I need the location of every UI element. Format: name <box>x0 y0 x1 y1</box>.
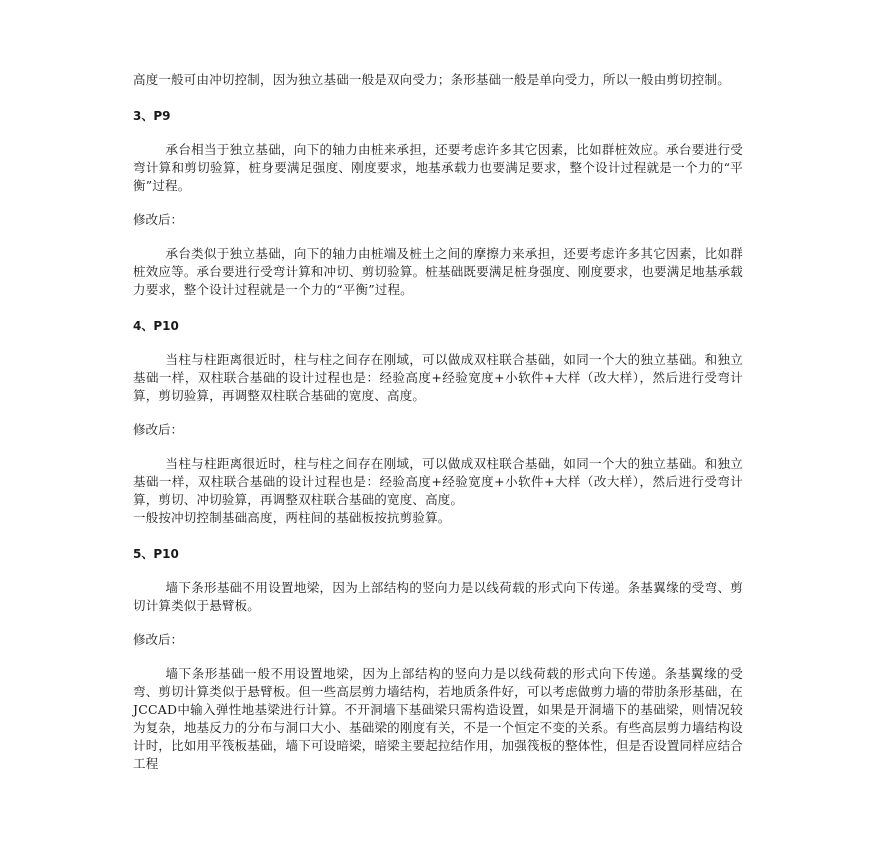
section-5-revised-label: 修改后： <box>133 632 184 647</box>
section-5-original: 墙下条形基础不用设置地梁，因为上部结构的竖向力是以线荷载的形式向下传递。条基翼缘的受弯、剪切计算类似于悬臂板。 <box>133 580 743 613</box>
section-3-original: 承台相当于独立基础，向下的轴力由桩来承担，还要考虑许多其它因素，比如群桩效应。承台要进行受弯计算和剪切验算，桩身要满足强度、刚度要求，地基承载力也要满足要求，整个设计过程就是一个力的“平衡”过程。 <box>133 142 743 193</box>
section-5-revised: 墙下条形基础一般不用设置地梁，因为上部结构的竖向力是以线荷载的形式向下传递。条基翼缘的受弯、剪切计算类似于悬臂板。但一些高层剪力墙结构，若地质条件好，可以考虑做剪力墙的带肋条形基础，在JCCAD中输入弹性地基梁进行计算。不开洞墙下基础梁只需构造设置，如果是开洞墙下的基础梁，则情况较为复杂，地基反力的分布与洞口大小、基础梁的刚度有关，不是一个恒定不变的关系。有些高层剪力墙结构设计时，比如用平筏板基础，墙下可设暗梁，暗梁主要起拉结作用，加强筏板的整体性，但是否设置同样应结合工程 <box>133 666 743 771</box>
section-4-revised-label: 修改后： <box>133 422 184 437</box>
section-heading-5: 5、P10 <box>133 547 179 561</box>
section-4-revised-extra: 一般按冲切控制基础高度，两柱间的基础板按抗剪验算。 <box>133 510 451 525</box>
document-body <box>133 71 743 773</box>
section-heading-3: 3、P9 <box>133 109 171 123</box>
section-heading-4: 4、P10 <box>133 319 179 333</box>
section-4-revised: 当柱与柱距离很近时，柱与柱之间存在刚域，可以做成双柱联合基础，如同一个大的独立基础。和独立基础一样，双柱联合基础的设计过程也是：经验高度+经验宽度+小软件+大样（改大样），然后进行受弯计算，剪切、冲切验算，再调整双柱联合基础的宽度、高度。 <box>133 456 743 507</box>
section-3-revised: 承台类似于独立基础，向下的轴力由桩端及桩土之间的摩擦力来承担，还要考虑许多其它因素，比如群桩效应等。承台要进行受弯计算和冲切、剪切验算。桩基础既要满足桩身强度、刚度要求，也要满足地基承载力要求，整个设计过程就是一个力的“平衡”过程。 <box>133 246 743 297</box>
section-3-revised-label: 修改后： <box>133 212 184 227</box>
intro-paragraph: 高度一般可由冲切控制，因为独立基础一般是双向受力；条形基础一般是单向受力，所以一般由剪切控制。 <box>133 72 730 87</box>
section-4-original: 当柱与柱距离很近时，柱与柱之间存在刚域，可以做成双柱联合基础，如同一个大的独立基础。和独立基础一样，双柱联合基础的设计过程也是：经验高度+经验宽度+小软件+大样（改大样），然后进行受弯计算，剪切验算，再调整双柱联合基础的宽度、高度。 <box>133 352 743 403</box>
